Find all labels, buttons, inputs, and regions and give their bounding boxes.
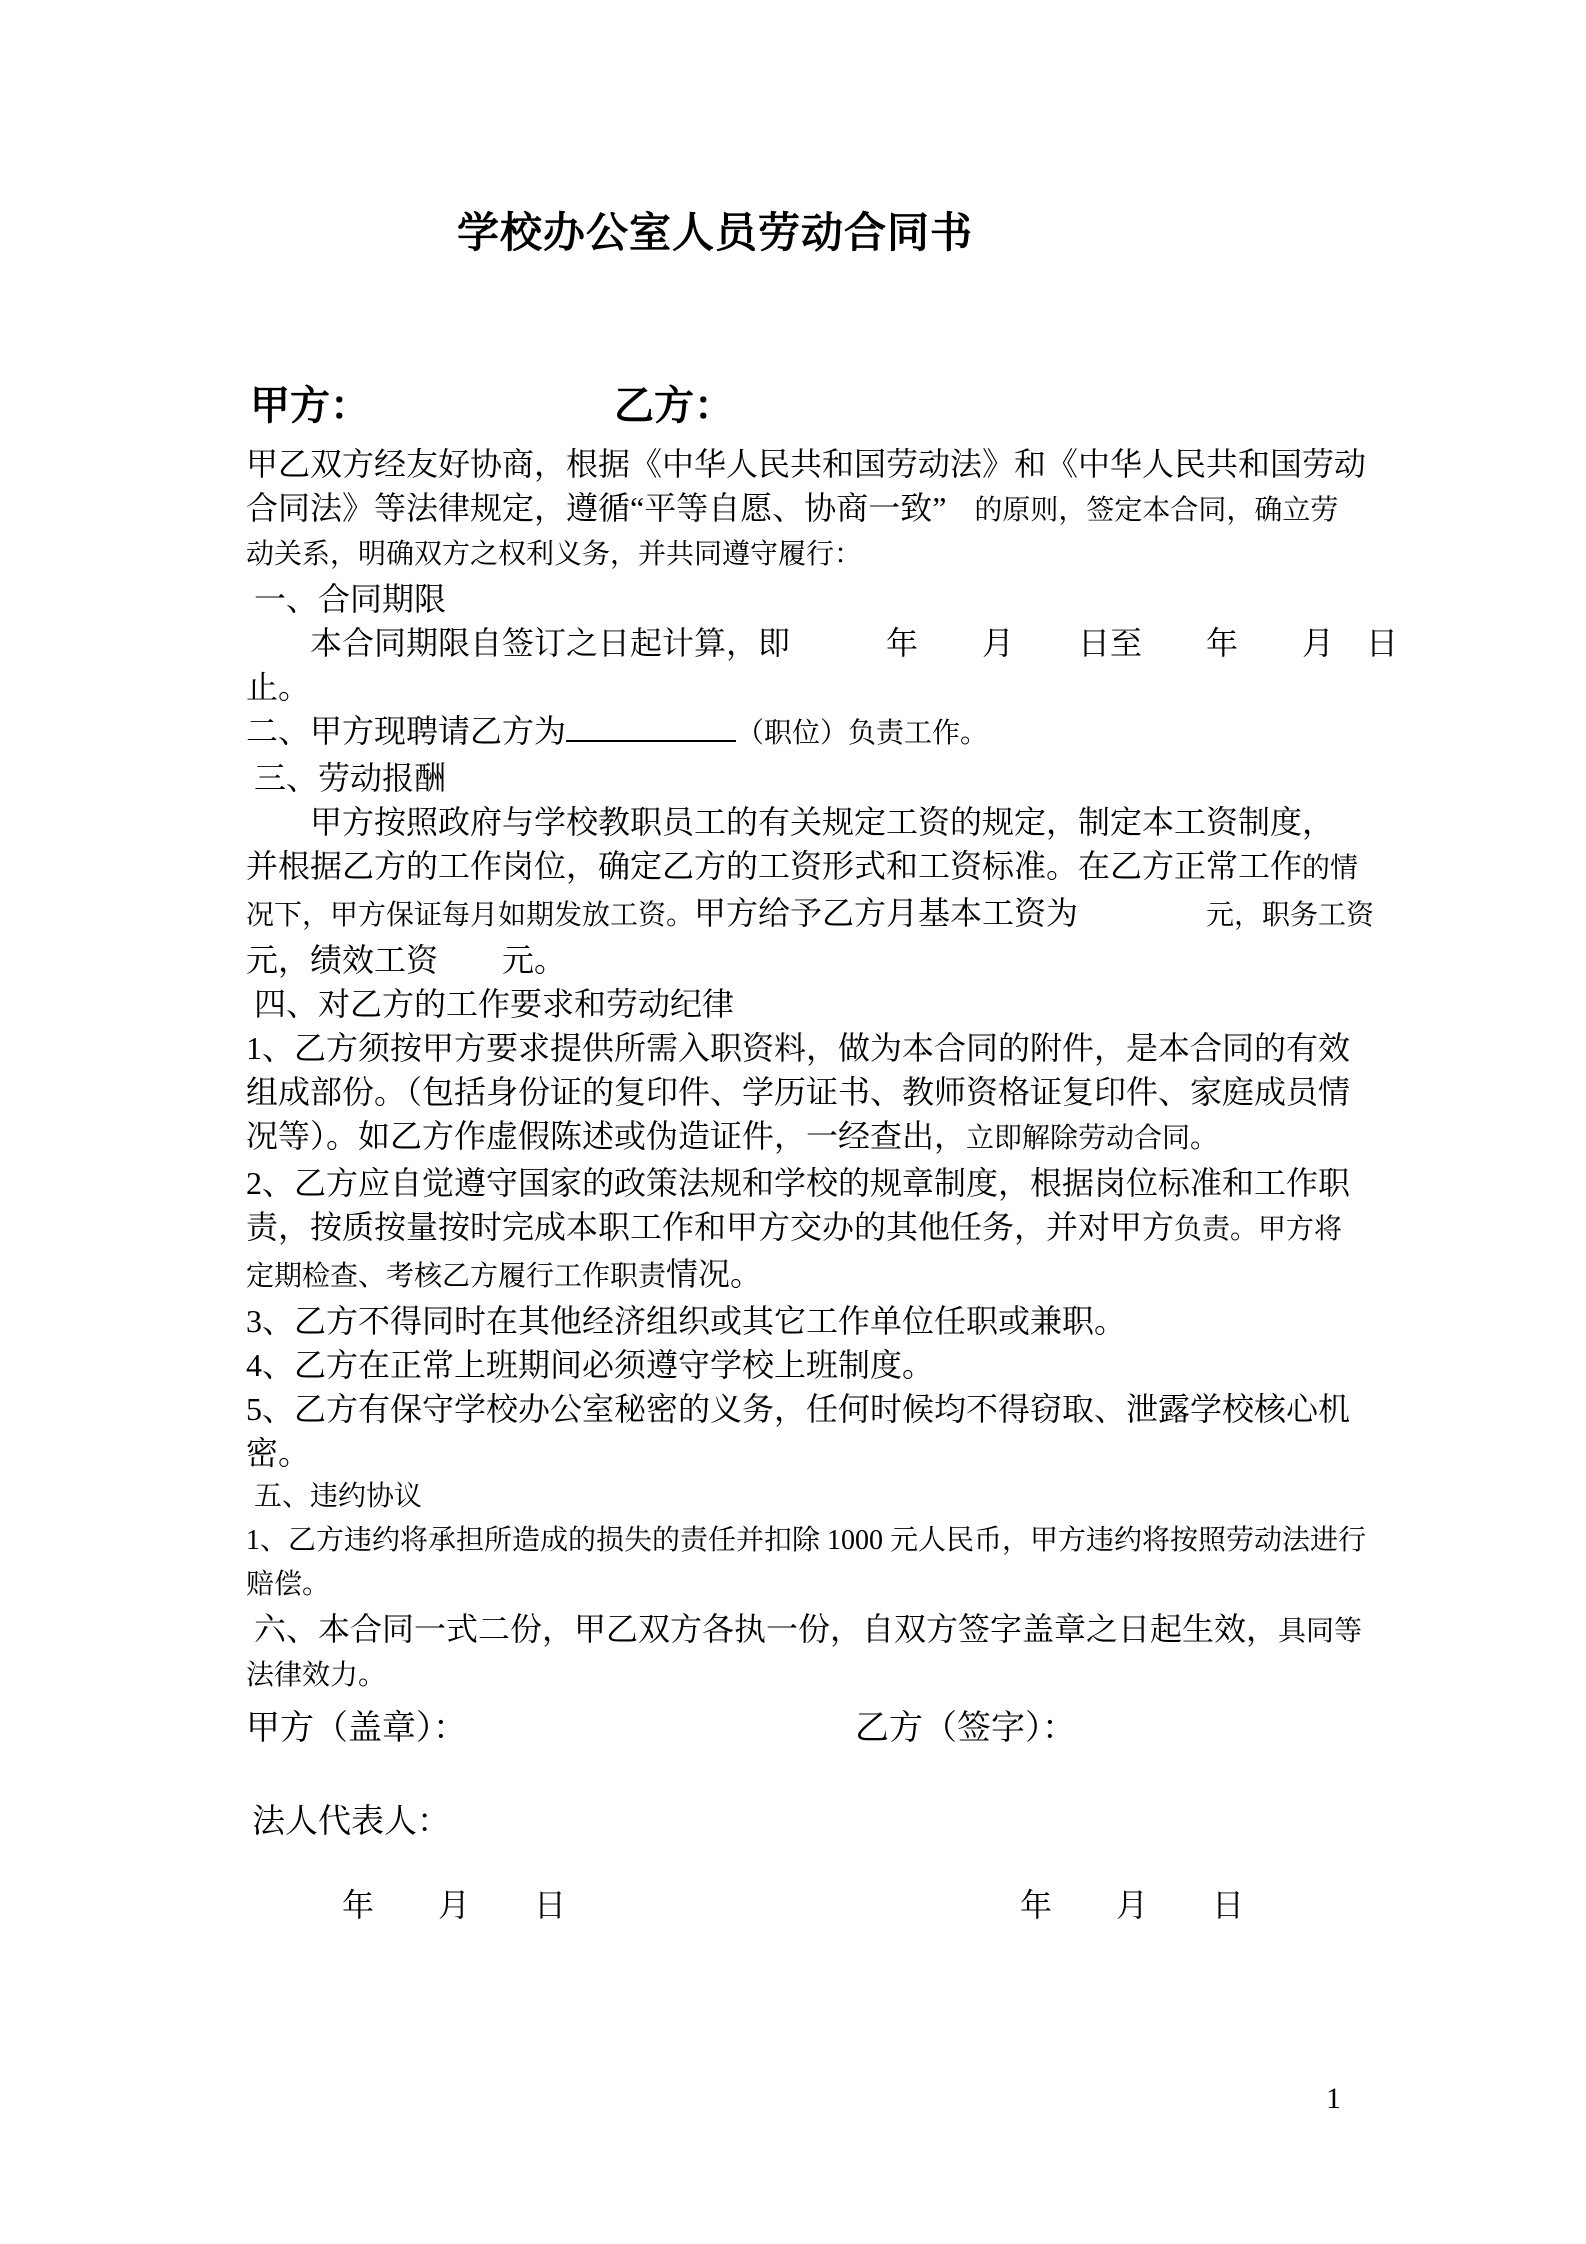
section-4-item-5-line-1	[246, 1387, 1446, 1431]
section-3-line-3-text-small-a: 况下，甲方保证每月如期发放工资。	[246, 900, 695, 931]
section-6-line-2	[246, 1654, 1446, 1698]
parties-header	[250, 374, 734, 431]
section-3-line-1	[246, 800, 1446, 844]
intro-line-1-text: 甲乙双方经友好协商，根据《中华人民共和国劳动法》和《中华人民共和国劳动	[246, 446, 1367, 482]
intro-line-2-text-small: 的原则，签定本合同，确立劳	[946, 495, 1339, 526]
intro-line-2	[246, 486, 1446, 533]
section-5-item-1-line-2-text: 赔偿。	[246, 1569, 331, 1600]
section-1-line-2-text: 止。	[246, 669, 311, 705]
section-2-line	[246, 709, 1446, 756]
signature-row	[246, 1700, 1076, 1749]
section-4-item-2-line-3-text-small: 定期检查、考核乙方履行工作职责	[246, 1261, 667, 1292]
intro-line-1	[246, 442, 1446, 486]
section-4-item-1-line-3-text: 况等）。如乙方作虚假陈述或伪造证件，一经查出，	[246, 1118, 967, 1154]
intro-line-2-text: 合同法》等法律规定，遵循“平等自愿、协商一致”	[246, 490, 947, 526]
section-6-line-1	[246, 1607, 1446, 1654]
party-b-label: 乙方：	[614, 383, 734, 428]
page-number: 1	[1326, 2082, 1341, 2115]
section-4-heading-text: 四、对乙方的工作要求和劳动纪律	[254, 986, 735, 1022]
section-4-item-1-line-1-text: 1、乙方须按甲方要求提供所需入职资料，做为本合同的附件，是本合同的有效	[246, 1030, 1351, 1066]
section-4-item-1-line-3-text-small: 立即解除劳动合同。	[966, 1123, 1219, 1154]
section-4-item-2-line-3	[246, 1252, 1446, 1299]
contract-body	[246, 442, 1446, 1698]
contract-term-dates: 本合同期限自签订之日起计算，即 年 月 日至 年 月 日	[310, 625, 1399, 661]
section-3-heading	[246, 756, 1446, 800]
section-4-item-2-line-3-text: 情况。	[666, 1256, 763, 1292]
section-4-item-2-line-2-text-small: 负责。甲方将	[1174, 1214, 1343, 1245]
section-3-line-2	[246, 844, 1446, 891]
section-4-item-1-line-2	[246, 1070, 1446, 1114]
section-1-heading-text: 一、合同期限	[254, 581, 447, 617]
section-5-heading-text: 五、违约协议	[254, 1481, 423, 1512]
party-a-label: 甲方：	[250, 383, 370, 428]
section-4-heading	[246, 982, 1446, 1026]
position-blank-underline	[566, 740, 736, 742]
document-title: 学校办公室人员劳动合同书	[456, 208, 973, 257]
section-1-line-1	[246, 621, 1446, 665]
section-4-item-1-line-3	[246, 1114, 1446, 1161]
section-4-item-1-line-1	[246, 1026, 1446, 1070]
base-salary-text: 甲方给予乙方月基本工资为	[694, 895, 1207, 931]
intro-line-3-text: 动关系，明确双方之权利义务，并共同遵守履行：	[246, 539, 863, 570]
section-3-heading-text: 三、劳动报酬	[254, 760, 447, 796]
legal-representative-label: 法人代表人：	[252, 1804, 450, 1840]
section-4-item-2-line-2-text: 责，按质按量按时完成本职工作和甲方交办的其他任务，并对甲方	[246, 1209, 1175, 1245]
section-4-item-5-line-2-text: 密。	[246, 1435, 311, 1471]
signature-party-a-seal-label: 甲方（盖章）：	[246, 1710, 467, 1747]
section-2-prefix: 二、甲方现聘请乙方为	[246, 713, 567, 749]
section-5-heading	[246, 1475, 1446, 1519]
section-3-line-1-text: 甲方按照政府与学校教职员工的有关规定工资的规定，制定本工资制度，	[310, 804, 1335, 840]
section-1-line-2	[246, 665, 1446, 709]
section-4-item-1-line-2-text: 组成部份。（包括身份证的复印件、学历证书、教师资格证复印件、家庭成员情	[246, 1074, 1351, 1110]
section-5-item-1-line-1	[246, 1519, 1446, 1563]
breach-penalty-text: 1、乙方违约将承担所造成的损失的责任并扣除 1000 元人民币，甲方违约将按照劳动法进行	[246, 1525, 1367, 1556]
section-4-item-3	[246, 1299, 1446, 1343]
date-line-party-b: 年 月 日	[1020, 1887, 1245, 1923]
intro-line-3	[246, 533, 1446, 577]
section-4-item-2-line-1	[246, 1161, 1446, 1205]
merit-salary-text: 元，绩效工资 元。	[246, 942, 567, 978]
section-4-item-4-text: 4、乙方在正常上班期间必须遵守学校上班制度。	[246, 1347, 935, 1383]
section-4-item-2-line-2	[246, 1205, 1446, 1252]
section-5-item-1-line-2	[246, 1563, 1446, 1607]
duty-salary-text: 元，职务工资	[1206, 900, 1375, 931]
section-6-line-1-text-small: 具同等	[1278, 1616, 1363, 1647]
section-3-line-2-text-small: 的情	[1302, 853, 1359, 884]
signature-party-b-sign-label: 乙方（签字）：	[855, 1710, 1076, 1747]
section-3-line-3	[246, 891, 1446, 938]
date-line-party-a: 年 月 日	[342, 1887, 567, 1923]
section-4-item-3-text: 3、乙方不得同时在其他经济组织或其它工作单位任职或兼职。	[246, 1303, 1127, 1339]
section-4-item-5-line-2	[246, 1431, 1446, 1475]
section-3-line-4	[246, 938, 1446, 982]
section-6-line-2-text: 法律效力。	[246, 1660, 387, 1691]
section-4-item-5-line-1-text: 5、乙方有保守学校办公室秘密的义务，任何时候均不得窃取、泄露学校核心机	[246, 1391, 1351, 1427]
section-2-suffix: （职位）负责工作。	[736, 718, 989, 749]
section-6-line-1-text: 六、本合同一式二份，甲乙双方各执一份，自双方签字盖章之日起生效，	[254, 1611, 1279, 1647]
section-4-item-2-line-1-text: 2、乙方应自觉遵守国家的政策法规和学校的规章制度，根据岗位标准和工作职	[246, 1165, 1351, 1201]
section-4-item-4	[246, 1343, 1446, 1387]
section-3-line-2-text: 并根据乙方的工作岗位，确定乙方的工资形式和工资标准。在乙方正常工作	[246, 848, 1303, 884]
section-1-heading	[246, 577, 1446, 621]
